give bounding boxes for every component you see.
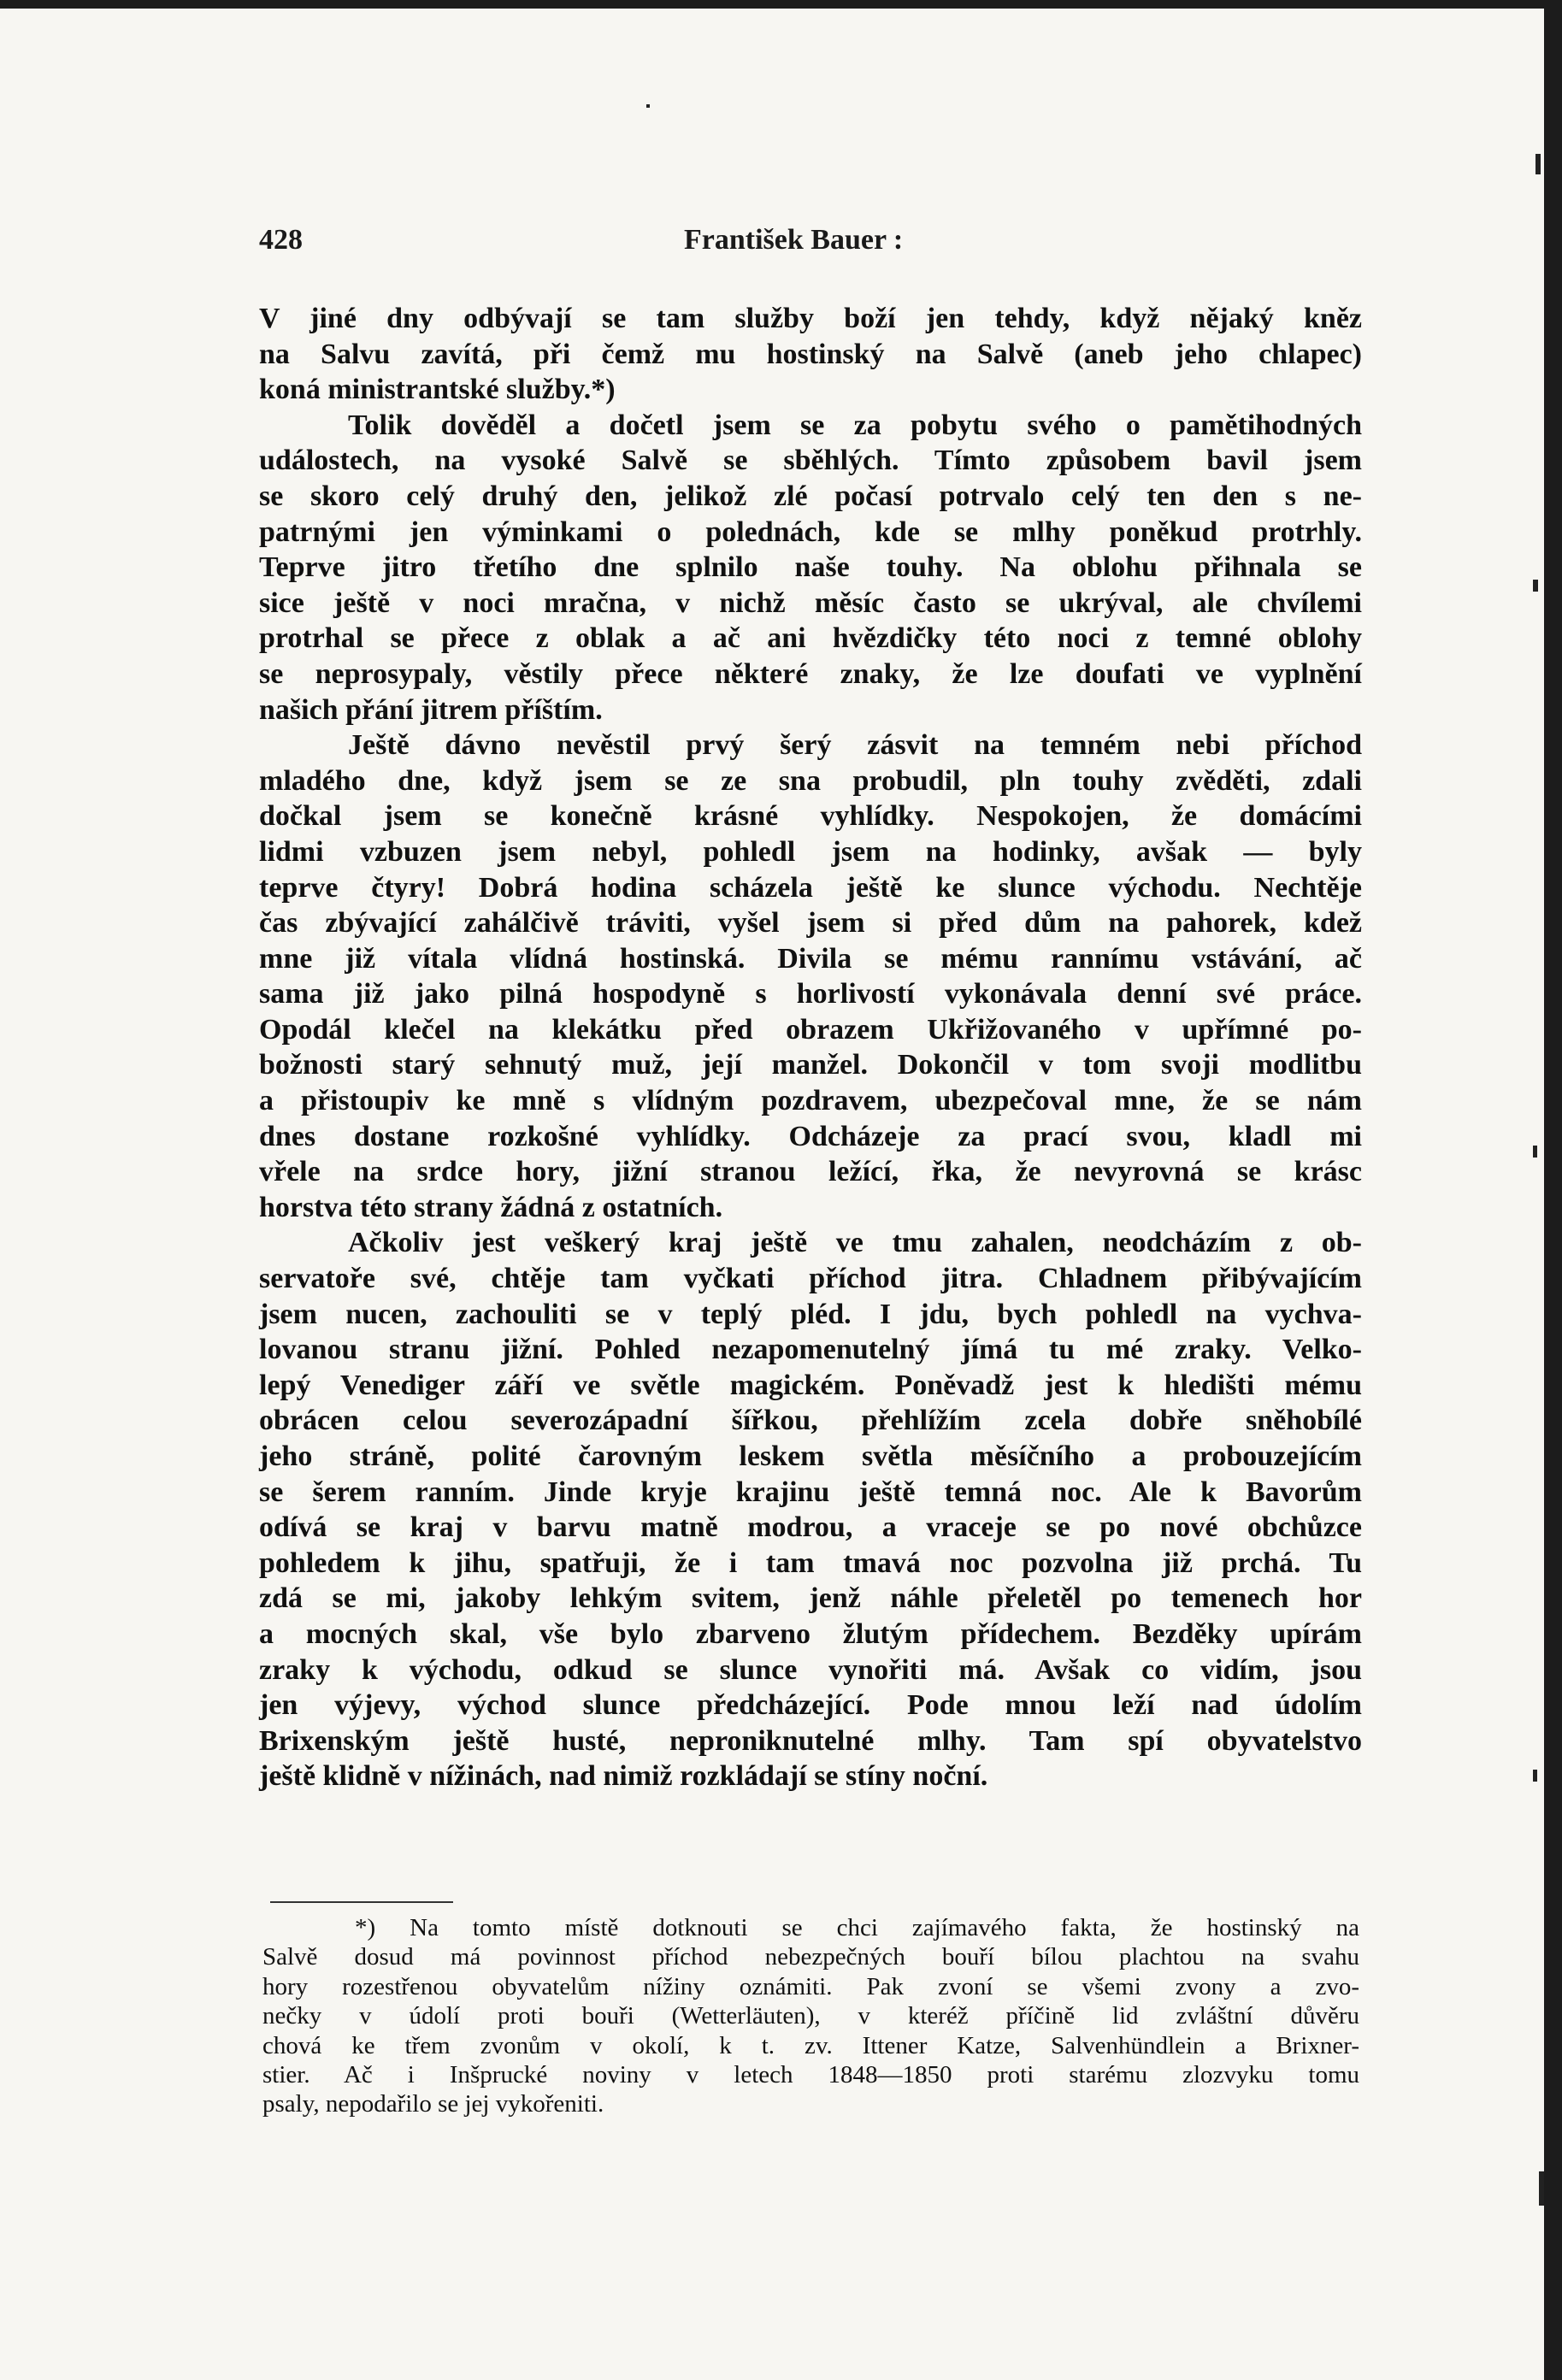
text-line: obrácen celou severozápadní šířkou, přehlížím zcela dobře sněhobílé <box>259 1405 1362 1437</box>
scan-right-edge <box>1544 0 1562 2380</box>
text-line: pohledem k jihu, spatřuji, že i tam tmavá noc pozvolna již prchá. Tu <box>259 1546 1362 1579</box>
footnotes <box>262 1913 1359 2119</box>
text-line: koná ministrantské služby.*) <box>259 374 616 406</box>
text-line: jeho stráně, polité čarovným leskem světla měsíčního a probouzejícím <box>259 1440 1362 1472</box>
text-line: na Salvu zavítá, při čemž mu hostinský na Salvě (aneb jeho chlapec) <box>259 338 1362 370</box>
footnote-line: nečky v údolí proti bouři (Wetterläuten), v kteréž příčině lid zvláštní důvěru <box>262 2002 1359 2030</box>
text-line: patrnými jen výminkami o polednách, kde se mlhy poněkud protrhly. <box>259 515 1362 548</box>
margin-mark <box>1533 1146 1537 1158</box>
text-line: našich přání jitrem příštím. <box>259 693 603 726</box>
text-line: mne již vítala vlídná hostinská. Divila se mému rannímu vstávání, ač <box>259 942 1362 975</box>
text-line: se neprosypaly, věstily přece některé znaky, že lze doufati ve vyplnění <box>259 657 1362 690</box>
text-line: lidmi vzbuzen jsem nebyl, pohledl jsem na hodinky, avšak — byly <box>259 835 1362 868</box>
text-line: Opodál klečel na klekátku před obrazem Ukřižovaného v upřímné po- <box>259 1013 1362 1046</box>
text-line: mladého dne, když jsem se ze sna probudil, pln touhy zvěděti, zdali <box>259 764 1362 797</box>
text-line: se skoro celý druhý den, jelikož zlé počasí potrvalo celý ten den s ne- <box>259 480 1362 512</box>
text-line: se šerem ranním. Jinde kryje krajinu ještě temná noc. Ale k Bavorům <box>259 1476 1362 1508</box>
text-line: lepý Venediger září ve světle magickém. Poněvadž jest k hledišti mému <box>259 1369 1362 1401</box>
text-line: událostech, na vysoké Salvě se sběhlých. Tímto způsobem bavil jsem <box>259 445 1362 477</box>
footnote-line: chová ke třem zvonům v okolí, k t. zv. Ittener Katze, Salvenhündlein a Brixner- <box>262 2031 1359 2059</box>
text-line: Ačkoliv jest veškerý kraj ještě ve tmu zahalen, neodcházím z ob- <box>348 1227 1362 1259</box>
text-line: vřele na srdce hory, jižní stranou ležící, řka, že nevyrovná se krásc <box>259 1156 1362 1188</box>
text-line: božnosti starý sehnutý muž, její manžel. Dokončil v tom svoji modlitbu <box>259 1049 1362 1081</box>
page-number: 428 <box>259 224 303 256</box>
margin-mark <box>646 104 650 108</box>
text-line: jen výjevy, východ slunce předcházející. Pode mnou leží nad údolím <box>259 1689 1362 1722</box>
margin-mark <box>1539 2171 1544 2206</box>
book-page <box>0 9 1544 2380</box>
footnote-rule <box>270 1901 453 1903</box>
text-line: a přistoupiv ke mně s vlídným pozdravem, ubezpečoval mne, že se nám <box>259 1085 1362 1117</box>
margin-mark <box>1533 1770 1537 1782</box>
text-line: lovanou stranu jižní. Pohled nezapomenutelný jímá tu mé zraky. Velko- <box>259 1334 1362 1366</box>
margin-mark <box>1535 154 1541 174</box>
text-line: Tolik dověděl a dočetl jsem se za pobytu svého o pamětihodných <box>348 409 1362 441</box>
footnote-line: psaly, nepodařilo se jej vykořeniti. <box>262 2090 604 2118</box>
text-line: V jiné dny odbývají se tam služby boží jen tehdy, když nějaký kněz <box>259 303 1362 334</box>
text-line: zraky k východu, odkud se slunce vynořiti má. Avšak co vidím, jsou <box>259 1653 1362 1686</box>
text-line: dnes dostane rozkošné vyhlídky. Odcházeje za prací svou, kladl mi <box>259 1120 1362 1152</box>
text-line: jsem nucen, zachouliti se v teplý pléd. I jdu, bych pohledl na vychva- <box>259 1298 1362 1330</box>
body-text <box>259 301 1362 1794</box>
page-header <box>259 224 1353 258</box>
footnote-line: Salvě dosud má povinnost příchod nebezpečných bouří bílou plachtou na svahu <box>262 1943 1359 1971</box>
text-line: ještě klidně v nížinách, nad nimiž rozkládají se stíny noční. <box>259 1760 988 1793</box>
text-line: a mocných skal, vše bylo zbarveno žlutým přídechem. Bezděky upírám <box>259 1617 1362 1650</box>
text-line: servatoře své, chtěje tam vyčkati příchod jitra. Chladnem přibývajícím <box>259 1263 1362 1295</box>
text-line: čas zbývající zahálčivě tráviti, vyšel jsem si před dům na pahorek, kdež <box>259 907 1362 940</box>
text-line: horstva této strany žádná z ostatních. <box>259 1191 723 1223</box>
text-line: Brixenským ještě husté, neproniknutelné mlhy. Tam spí obyvatelstvo <box>259 1724 1362 1757</box>
text-line: dočkal jsem se konečně krásné vyhlídky. Nespokojen, že domácími <box>259 800 1362 833</box>
text-line: teprve čtyry! Dobrá hodina scházela ještě ke slunce východu. Nechtěje <box>259 871 1362 904</box>
footnote-line: hory rozestřenou obyvatelům nížiny oznámiti. Pak zvoní se všemi zvony a zvo- <box>262 1972 1359 2000</box>
text-line: sice ještě v noci mračna, v nichž měsíc často se ukrýval, ale chvílemi <box>259 586 1362 619</box>
text-line: zdá se mi, jakoby lehkým svitem, jenž náhle přeletěl po temenech hor <box>259 1582 1362 1615</box>
footnote-line: *) Na tomto místě dotknouti se chci zajímavého fakta, že hostinský na <box>355 1914 1359 1941</box>
text-line: odívá se kraj v barvu matně modrou, a vraceje se po nové obchůzce <box>259 1511 1362 1544</box>
text-line: sama již jako pilná hospodyně s horlivostí vykonávala denní své práce. <box>259 978 1362 1010</box>
margin-mark <box>1533 580 1538 592</box>
footnote-line: stier. Ač i Inšprucké noviny v letech 1848—1850 proti starému zlozvyku tomu <box>262 2060 1359 2088</box>
text-line: protrhal se přece z oblak a ač ani hvězdičky této noci z temné oblohy <box>259 622 1362 655</box>
running-head: František Bauer : <box>684 224 904 256</box>
text-line: Ještě dávno nevěstil prvý šerý zásvit na temném nebi příchod <box>348 729 1362 762</box>
scan-top-edge <box>0 0 1562 9</box>
text-line: Teprve jitro třetího dne splnilo naše touhy. Na oblohu přihnala se <box>259 551 1362 584</box>
